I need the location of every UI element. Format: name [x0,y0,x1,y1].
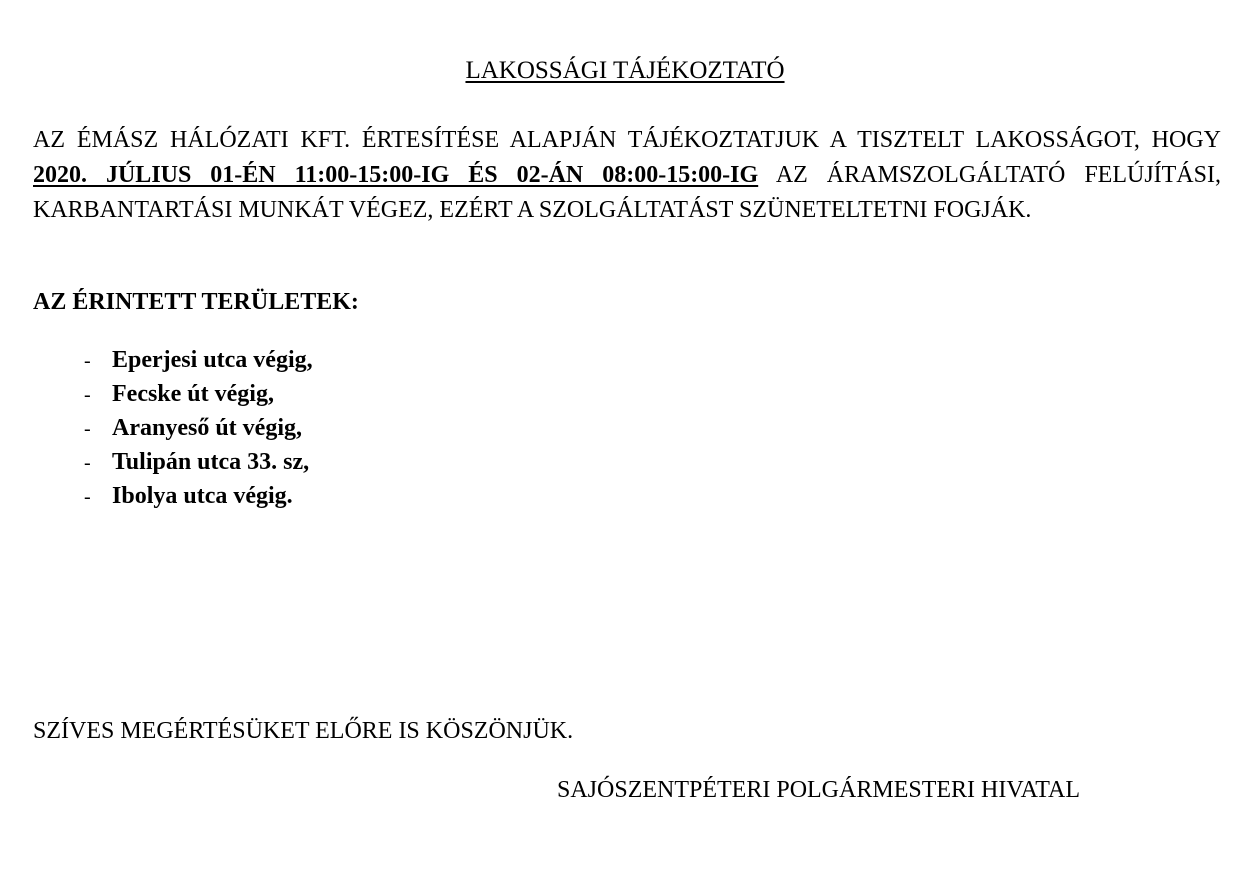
list-item [84,344,313,378]
area-label: Tulipán utca 33. sz, [112,449,310,475]
list-bullet: - [84,384,91,406]
area-label: Aranyeső út végig, [112,415,302,441]
area-label: Fecske út végig, [112,381,274,407]
area-label: Eperjesi utca végig, [112,347,313,373]
list-item [84,480,313,514]
area-label: Ibolya utca végig. [112,483,293,509]
notice-title: LAKOSSÁGI TÁJÉKOZTATÓ [465,57,785,84]
intro-text-after: AZ ÁRAMSZOLGÁLTATÓ FELÚJÍTÁSI, KARBANTARTÁSI MUNKÁT VÉGEZ, EZÉRT A SZOLGÁLTATÁST SZÜNETELTETNI FOGJÁK. [33,162,1221,223]
list-item [84,446,313,480]
list-bullet: - [84,486,91,508]
list-bullet: - [84,418,91,440]
intro-text-before: AZ ÉMÁSZ HÁLÓZATI KFT. ÉRTESÍTÉSE ALAPJÁN TÁJÉKOZTATJUK A TISZTELT LAKOSSÁGOT, HOGY [33,127,1221,153]
list-item [84,412,313,446]
list-bullet: - [84,452,91,474]
affected-areas-list [84,344,313,514]
outage-dates: 2020. JÚLIUS 01-ÉN 11:00-15:00-IG ÉS 02-ÁN 08:00-15:00-IG [33,162,759,188]
list-bullet: - [84,350,91,372]
list-item [84,378,313,412]
signature: SAJÓSZENTPÉTERI POLGÁRMESTERI HIVATAL [557,777,1080,803]
intro-paragraph [33,123,1221,228]
affected-areas-heading: AZ ÉRINTETT TERÜLETEK: [33,289,359,315]
closing-thanks: SZÍVES MEGÉRTÉSÜKET ELŐRE IS KÖSZÖNJÜK. [33,718,574,744]
